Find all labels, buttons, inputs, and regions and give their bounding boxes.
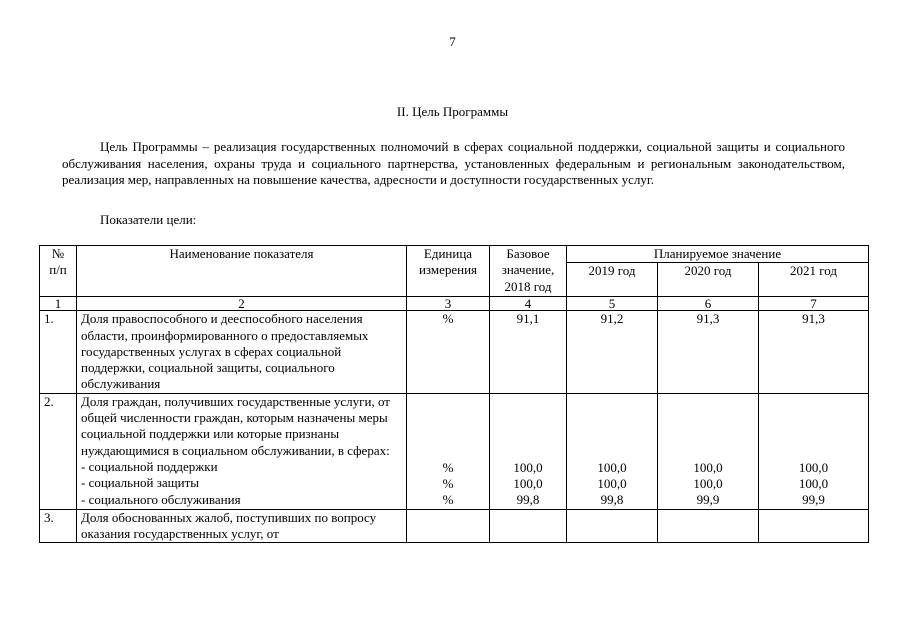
header-row bbox=[40, 246, 869, 263]
row-num: 3. bbox=[40, 509, 77, 543]
column-number: 1 bbox=[40, 297, 77, 311]
row-name: Доля граждан, получивших государственные услуги, от общей численности граждан, которым назначены меры социальной поддержки или которые признаны нуждающимися в социальном обслуживании, в сферах: - социальной поддержки - социальной защиты - социального обслуживания bbox=[77, 393, 407, 509]
column-number: 6 bbox=[658, 297, 759, 311]
column-number: 4 bbox=[490, 297, 567, 311]
section-title: II. Цель Программы bbox=[396, 104, 509, 119]
row-num: 2. bbox=[40, 393, 77, 509]
header-2020: 2020 год bbox=[658, 263, 759, 297]
row-2021 bbox=[759, 509, 869, 543]
row-base: 100,0 100,0 99,8 bbox=[490, 393, 567, 509]
row-2020 bbox=[658, 509, 759, 543]
row-unit: % % % bbox=[407, 393, 490, 509]
page-number: 7 bbox=[449, 34, 456, 49]
header-planned: Планируемое значение bbox=[567, 246, 869, 263]
row-2019: 100,0 100,0 99,8 bbox=[567, 393, 658, 509]
header-name: Наименование показателя bbox=[77, 246, 407, 297]
goal-indicators-label: Показатели цели: bbox=[100, 212, 197, 227]
row-num: 1. bbox=[40, 311, 77, 393]
column-number: 3 bbox=[407, 297, 490, 311]
table-row bbox=[40, 509, 869, 543]
row-base: 91,1 bbox=[490, 311, 567, 393]
row-2019: 91,2 bbox=[567, 311, 658, 393]
intro-paragraph: Цель Программы – реализация государственных полномочий в сферах социальной поддержки, социальной защиты и социального обслуживания населения, охраны труда и социального партнерства, установленных федеральным и региональным законодательством, реализация мер, направленных на повышение качества, адресности и доступности государственных услуг. bbox=[62, 139, 845, 187]
header-num: № п/п bbox=[40, 246, 77, 297]
row-2021: 91,3 bbox=[759, 311, 869, 393]
header-2019: 2019 год bbox=[567, 263, 658, 297]
row-2019 bbox=[567, 509, 658, 543]
column-number: 5 bbox=[567, 297, 658, 311]
column-number-row bbox=[40, 297, 869, 311]
indicators-table bbox=[39, 245, 869, 543]
row-2020: 91,3 bbox=[658, 311, 759, 393]
header-base: Базовое значение, 2018 год bbox=[490, 246, 567, 297]
row-2021: 100,0 100,0 99,9 bbox=[759, 393, 869, 509]
row-2020: 100,0 100,0 99,9 bbox=[658, 393, 759, 509]
column-number: 7 bbox=[759, 297, 869, 311]
header-2021: 2021 год bbox=[759, 263, 869, 297]
row-name: Доля правоспособного и дееспособного населения области, проинформированного о предоставляемых государственных услугах в сферах социальной поддержки, социальной защиты, социального обслуживания bbox=[77, 311, 407, 393]
column-number: 2 bbox=[77, 297, 407, 311]
row-name: Доля обоснованных жалоб, поступивших по вопросу оказания государственных услуг, от bbox=[77, 509, 407, 543]
table-row bbox=[40, 393, 869, 509]
row-unit: % bbox=[407, 311, 490, 393]
table-row bbox=[40, 311, 869, 393]
row-base bbox=[490, 509, 567, 543]
header-unit: Единица измерения bbox=[407, 246, 490, 297]
row-unit bbox=[407, 509, 490, 543]
